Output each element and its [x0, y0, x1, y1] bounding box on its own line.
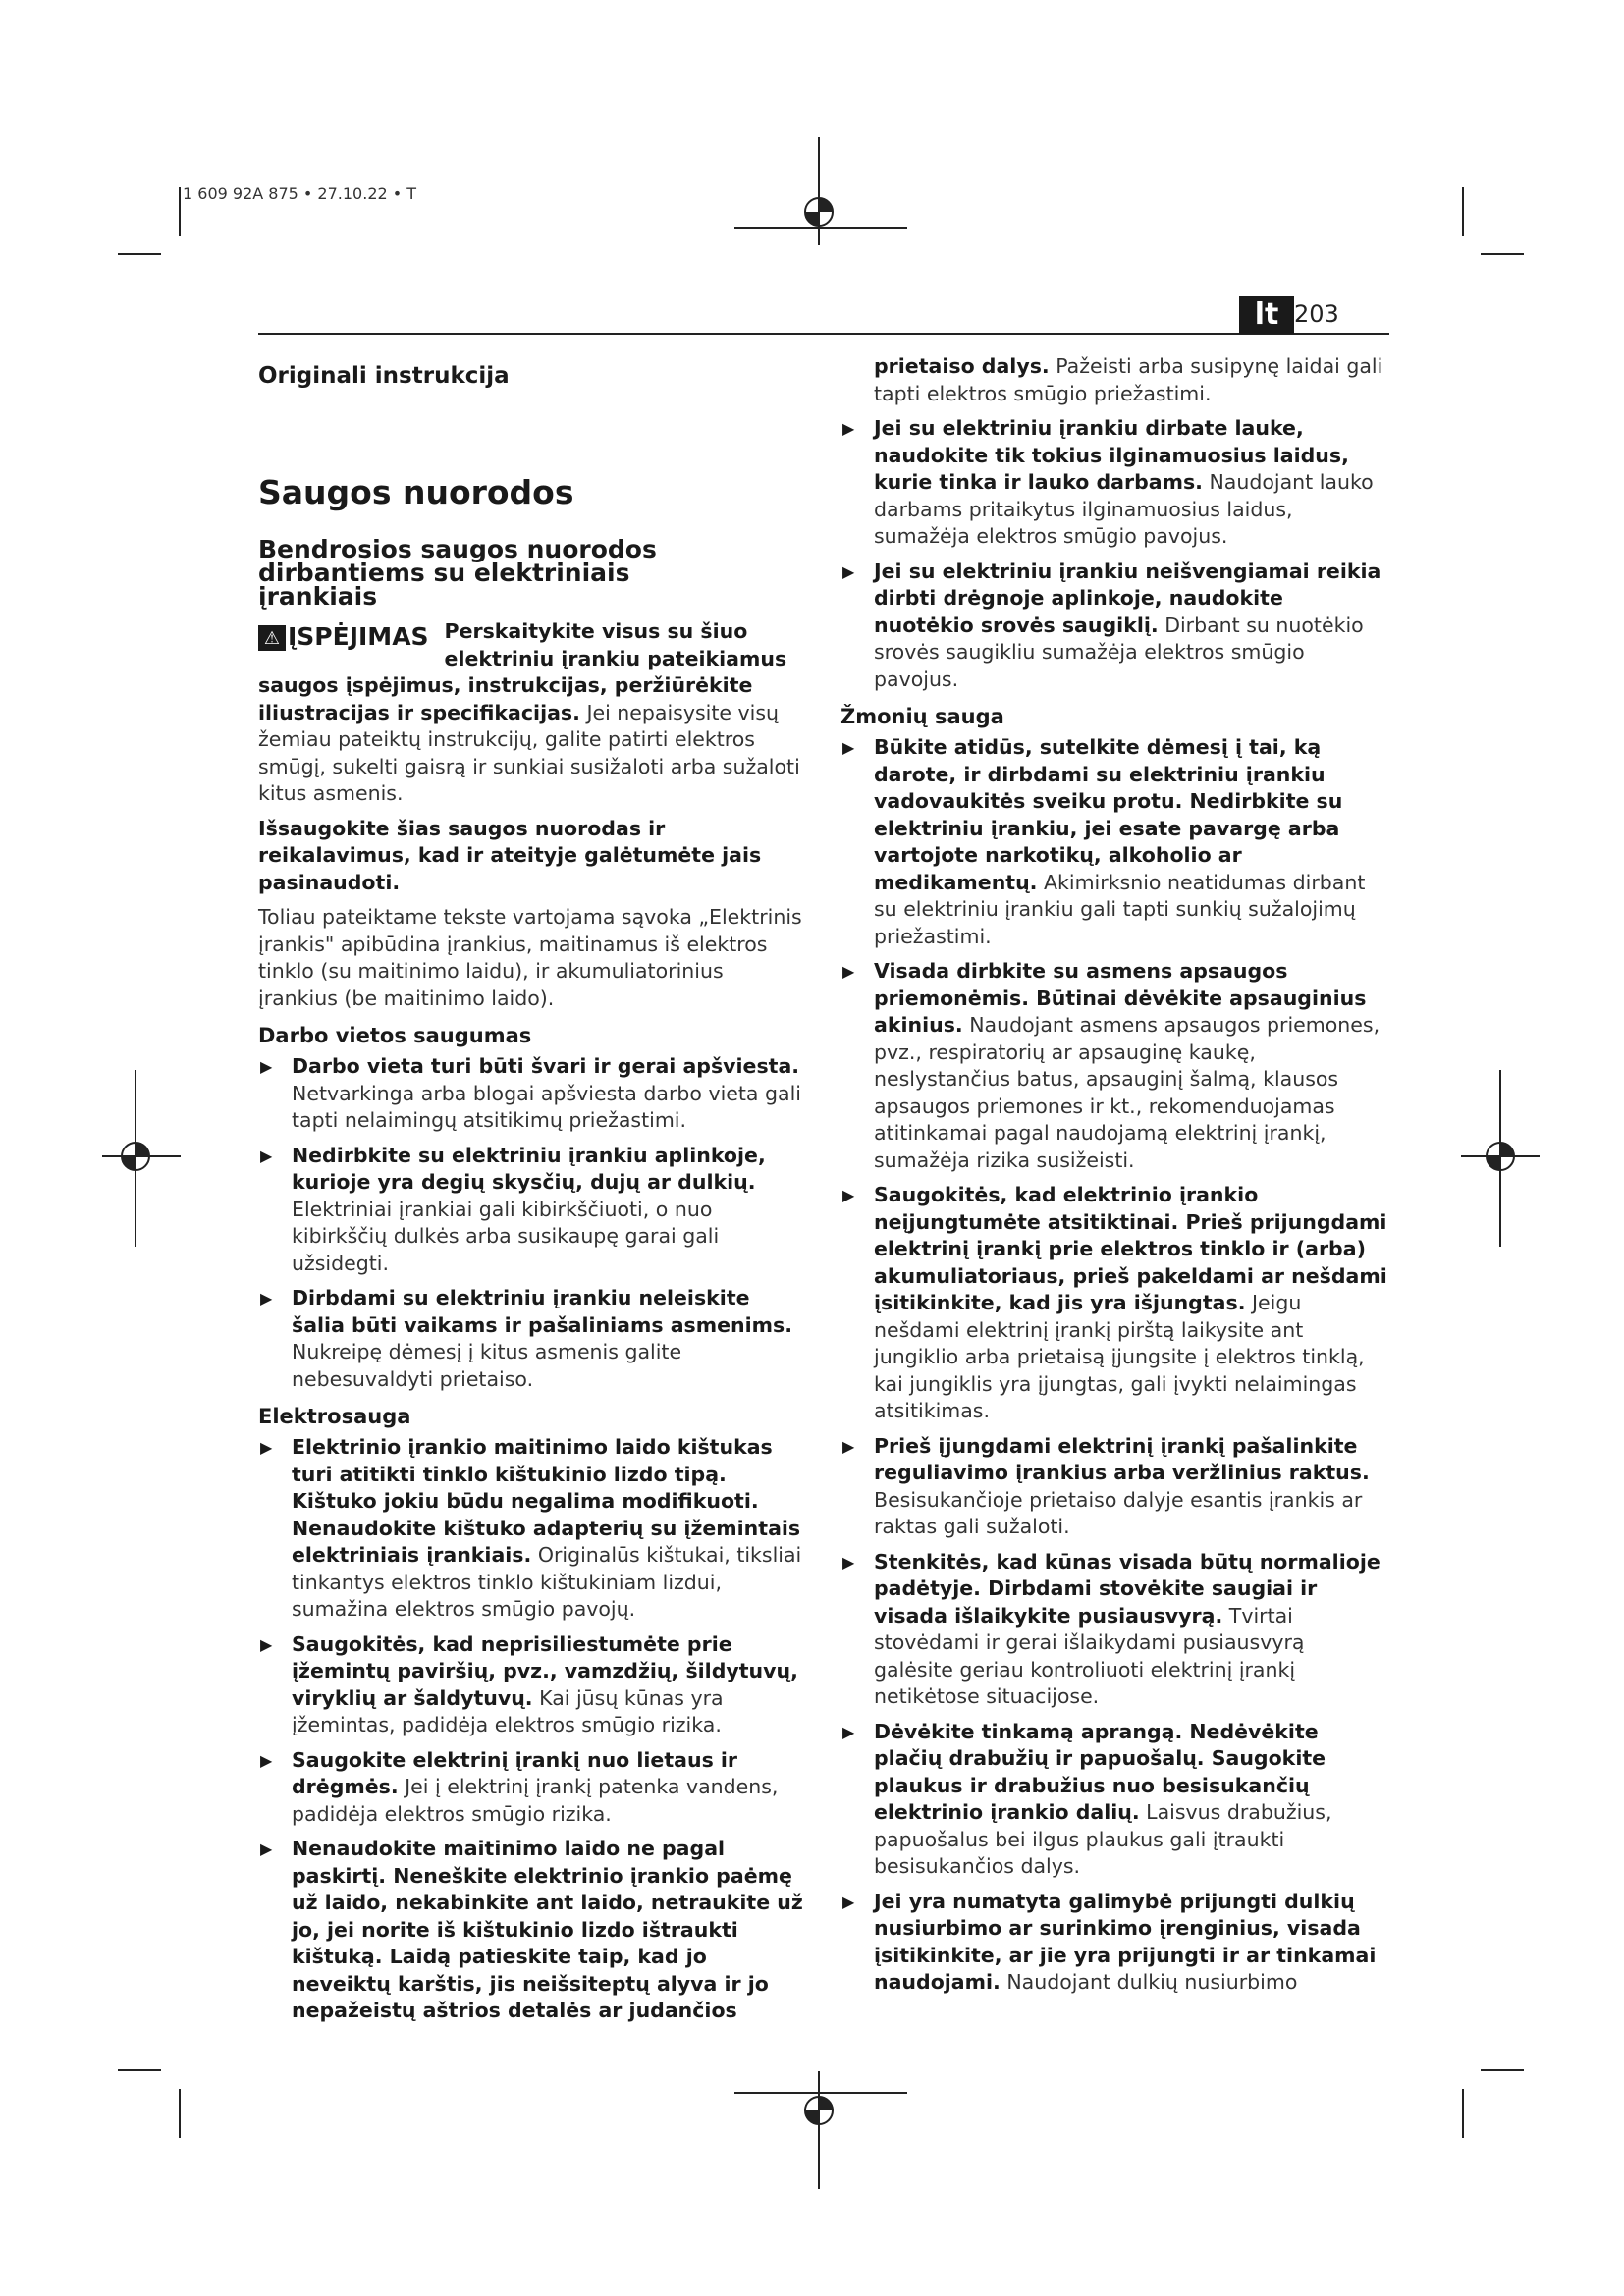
crop-mark [1481, 253, 1524, 255]
left-column [258, 353, 806, 2025]
list-item: ▶ Prieš įjungdami elektrinį įrankį pašalinkite reguliavimo įrankius arba veržlinius raktus. Besisukančioje prietaiso dalyje esantis įrankis ar raktas gali sužaloti. [842, 1433, 1370, 1538]
doc-label: Originali instrukcija [258, 363, 510, 389]
list-item: ▶ Nenaudokite maitinimo laido ne pagal paskirtį. Neneškite elektrinio įrankio paėmę už laido, nekabinkite ant laido, netraukite už jo, jei norite iš kištukinio lizdo ištraukti kištuką. Laidą patieskite taip, kad jo neveiktų karštis, jis neišsiteptų alyva ir jo nepažeistų aštrios detalės ar judančios [260, 1837, 803, 2022]
list-item: ▶ Dėvėkite tinkamą aprangą. Nedėvėkite plačių drabužių ir papuošalų. Saugokite plaukus ir drabužius nuo besisukančių elektrinio įrankio dalių. Laisvus drabužius, papuošalus bei ilgus plaukus gali įtraukti besisukančios dalys. [842, 1719, 1332, 1878]
bullet-triangle-icon: ▶ [260, 1634, 273, 1654]
page-number: 203 [1294, 300, 1339, 328]
registration-mark-icon [734, 2071, 911, 2189]
bullet-triangle-icon: ▶ [260, 1146, 273, 1165]
bullet-triangle-icon: ▶ [842, 738, 855, 757]
print-info: 1 609 92A 875 • 27.10.22 • T [183, 185, 417, 203]
bullet-triangle-icon: ▶ [260, 1057, 273, 1076]
list-item: ▶ Saugokite elektrinį įrankį nuo lietaus ir drėgmės. Jei į elektrinį įrankį patenka vandens, padidėja elektros smūgio rizika. [260, 1747, 779, 1826]
warning-bold: Perskaitykite visus su šiuo elektriniu įrankiu pateikiamus saugos įspėjimus, instrukcijas, peržiūrėkite iliustracijas ir specifikacijas. [258, 619, 787, 724]
electrical-list [258, 1434, 806, 2025]
list-item: ▶ Visada dirbkite su asmens apsaugos priemonėmis. Būtinai dėvėkite apsauginius akinius. Naudojant asmens apsaugos priemones, pvz., respiratorių ar apsauginę kaukę, neslystančius batus, apsauginį šalmą, klausos apsaugos priemones ir kt., rekomenduojamas atitinkamai pagal naudojamą elektrinį įrankį, sumažėja rizika susižeisti. [842, 959, 1380, 1172]
warning-label: ĮSPĖJIMAS [288, 622, 429, 651]
warning-badge [258, 622, 429, 652]
crop-mark [118, 2069, 161, 2071]
section-workplace-heading: Darbo vietos saugumas [258, 1024, 532, 1047]
warning-block [258, 618, 806, 808]
bullet-triangle-icon: ▶ [842, 1186, 855, 1204]
list-item: ▶ Elektrinio įrankio maitinimo laido kištukas turi atitikti tinklo kištukinio lizdo tipą. Kištuko jokiu būdu negalima modifikuoti. Nenaudokite kištuko adapterių su įžemintais elektriniais įrankiais. Originalūs kištukai, tiksliai tinkantys elektros tinklo kištukiniam lizdui, sumažina elektros smūgio pavojų. [260, 1435, 802, 1621]
right-column [840, 353, 1388, 1997]
bullet-triangle-icon: ▶ [842, 1436, 855, 1456]
warning-triangle-icon: ⚠ [258, 625, 286, 651]
crop-mark [179, 2089, 181, 2138]
warning-text: Jei nepaisysite visų žemiau pateiktų instrukcijų, galite patirti elektros smūgį, sukelti gaisrą ir sunkiai susižaloti arba sužaloti kitus asmenis. [258, 700, 800, 805]
list-item: ▶ Jei su elektriniu įrankiu neišvengiamai reikia dirbti drėgnoje aplinkoje, naudokite nuotėkio srovės saugiklį. Dirbant su nuotėkio srovės saugikliu sumažėja elektros smūgio pavojus. [842, 559, 1381, 691]
page-title: Saugos nuorodos [258, 473, 574, 511]
section-electrical-heading: Elektrosauga [258, 1405, 411, 1428]
crop-mark [1462, 187, 1464, 236]
bullet-triangle-icon: ▶ [842, 561, 855, 581]
bullet-triangle-icon: ▶ [260, 1750, 273, 1770]
crop-mark [118, 253, 161, 255]
bullet-triangle-icon: ▶ [260, 1289, 273, 1308]
registration-mark-icon [1461, 1070, 1540, 1247]
bullet-triangle-icon: ▶ [842, 1722, 855, 1741]
section-personal-heading: Žmonių sauga [840, 705, 1004, 728]
workplace-list [258, 1053, 806, 1393]
language-code-badge: lt [1239, 296, 1294, 334]
bullet-triangle-icon: ▶ [842, 962, 855, 981]
list-item: ▶ Būkite atidūs, sutelkite dėmesį į tai, ką darote, ir dirbdami su elektriniu įrankiu vadovaukitės sveiku protu. Nedirbkite su elektriniu įrankiu, jei esate pavargę arba vartojote narkotikų, alkoholio ar medikamentų. Akimirksnio neatidumas dirbant su elektriniu įrankiu gali tapti sunkių sužalojimų priežastimi. [842, 735, 1366, 948]
list-item: ▶ Darbo vieta turi būti švari ir gerai apšviesta. Netvarkinga arba blogai apšviesta darbo vieta gali tapti nelaimingų atsitikimų priežastimi. [260, 1054, 801, 1132]
header-rule [258, 333, 1389, 335]
list-item: ▶ Dirbdami su elektriniu įrankiu neleiskite šalia būti vaikams ir pašaliniams asmenims. Nukreipę dėmesį į kitus asmenis galite nebesuvaldyti prietaiso. [260, 1286, 792, 1391]
bullet-triangle-icon: ▶ [260, 1438, 273, 1457]
registration-mark-icon [102, 1070, 181, 1247]
list-item: ▶ Jei su elektriniu įrankiu dirbate lauke, naudokite tik tokius ilginamuosius laidus, kurie tinka ir lauko darbams. Naudojant lauko darbams pritaikytus ilginamuosius laidus, sumažėja elektros smūgio pavojus. [842, 416, 1374, 548]
registration-mark-icon [734, 137, 911, 245]
list-item-continued: prietaiso dalys. Pažeisti arba susipynę laidai gali tapti elektros smūgio priežastimi. [874, 354, 1383, 405]
save-note: Išsaugokite šias saugos nuorodas ir reikalavimus, kad ir ateityje galėtumėte jais pasinaudoti. [258, 816, 762, 894]
crop-mark [179, 187, 181, 236]
bullet-triangle-icon: ▶ [842, 419, 855, 438]
crop-mark [1462, 2089, 1464, 2138]
list-item: ▶ Nedirbkite su elektriniu įrankiu aplinkoje, kurioje yra degių skysčių, dujų ar dulkių. Elektriniai įrankiai gali kibirkščiuoti, o nuo kibirkščių dulkės arba susikaupę garai gali užsidegti. [260, 1143, 766, 1275]
crop-mark [1481, 2069, 1524, 2071]
bullet-triangle-icon: ▶ [842, 1552, 855, 1572]
list-item: ▶ Stenkitės, kad kūnas visada būtų normalioje padėtyje. Dirbdami stovėkite saugiai ir visada išlaikykite pusiausvyrą. Tvirtai stovėdami ir gerai išlaikydami pusiausvyrą galėsite geriau kontroliuoti elektrinį įrankį netikėtose situacijose. [842, 1549, 1380, 1708]
definition-paragraph: Toliau pateiktame tekste vartojama sąvoka „Elektrinis įrankis" apibūdina įrankius, maitinamus iš elektros tinklo (su maitinimo laidu), ir akumuliatorinius įrankius (be maitinimo laido). [258, 905, 802, 1010]
list-item: ▶ Jei yra numatyta galimybė prijungti dulkių nusiurbimo ar surinkimo įrenginius, visada įsitikinkite, ar jie yra prijungti ir ar tinkamai naudojami. Naudojant dulkių nusiurbimo [842, 1889, 1377, 1994]
list-item: ▶ Saugokitės, kad elektrinio įrankio neįjungtumėte atsitiktinai. Prieš prijungdami elektrinį įrankį prie elektros tinklo ir (arba) akumuliatoriaus, prieš pakeldami ar nešdami įsitikinkite, kad jis yra išjungtas. Jeigu nešdami elektrinį įrankį pirštą laikysite ant jungiklio arba prietaisą įjungsite į elektros tinklą, kai jungiklis yra įjungtas, gali įvykti nelaimingas atsitikimas. [842, 1183, 1387, 1422]
bullet-triangle-icon: ▶ [842, 1892, 855, 1911]
section-subtitle: Bendrosios saugos nuorodos dirbantiems su elektriniais įrankiais [258, 535, 657, 611]
bullet-triangle-icon: ▶ [260, 1840, 273, 1858]
personal-list [840, 734, 1388, 1997]
list-item: ▶ Saugokitės, kad neprisiliestumėte prie įžemintų paviršių, pvz., vamzdžių, šildytuvų, viryklių ar šaldytuvų. Kai jūsų kūnas yra įžemintas, padidėja elektros smūgio rizika. [260, 1631, 798, 1736]
